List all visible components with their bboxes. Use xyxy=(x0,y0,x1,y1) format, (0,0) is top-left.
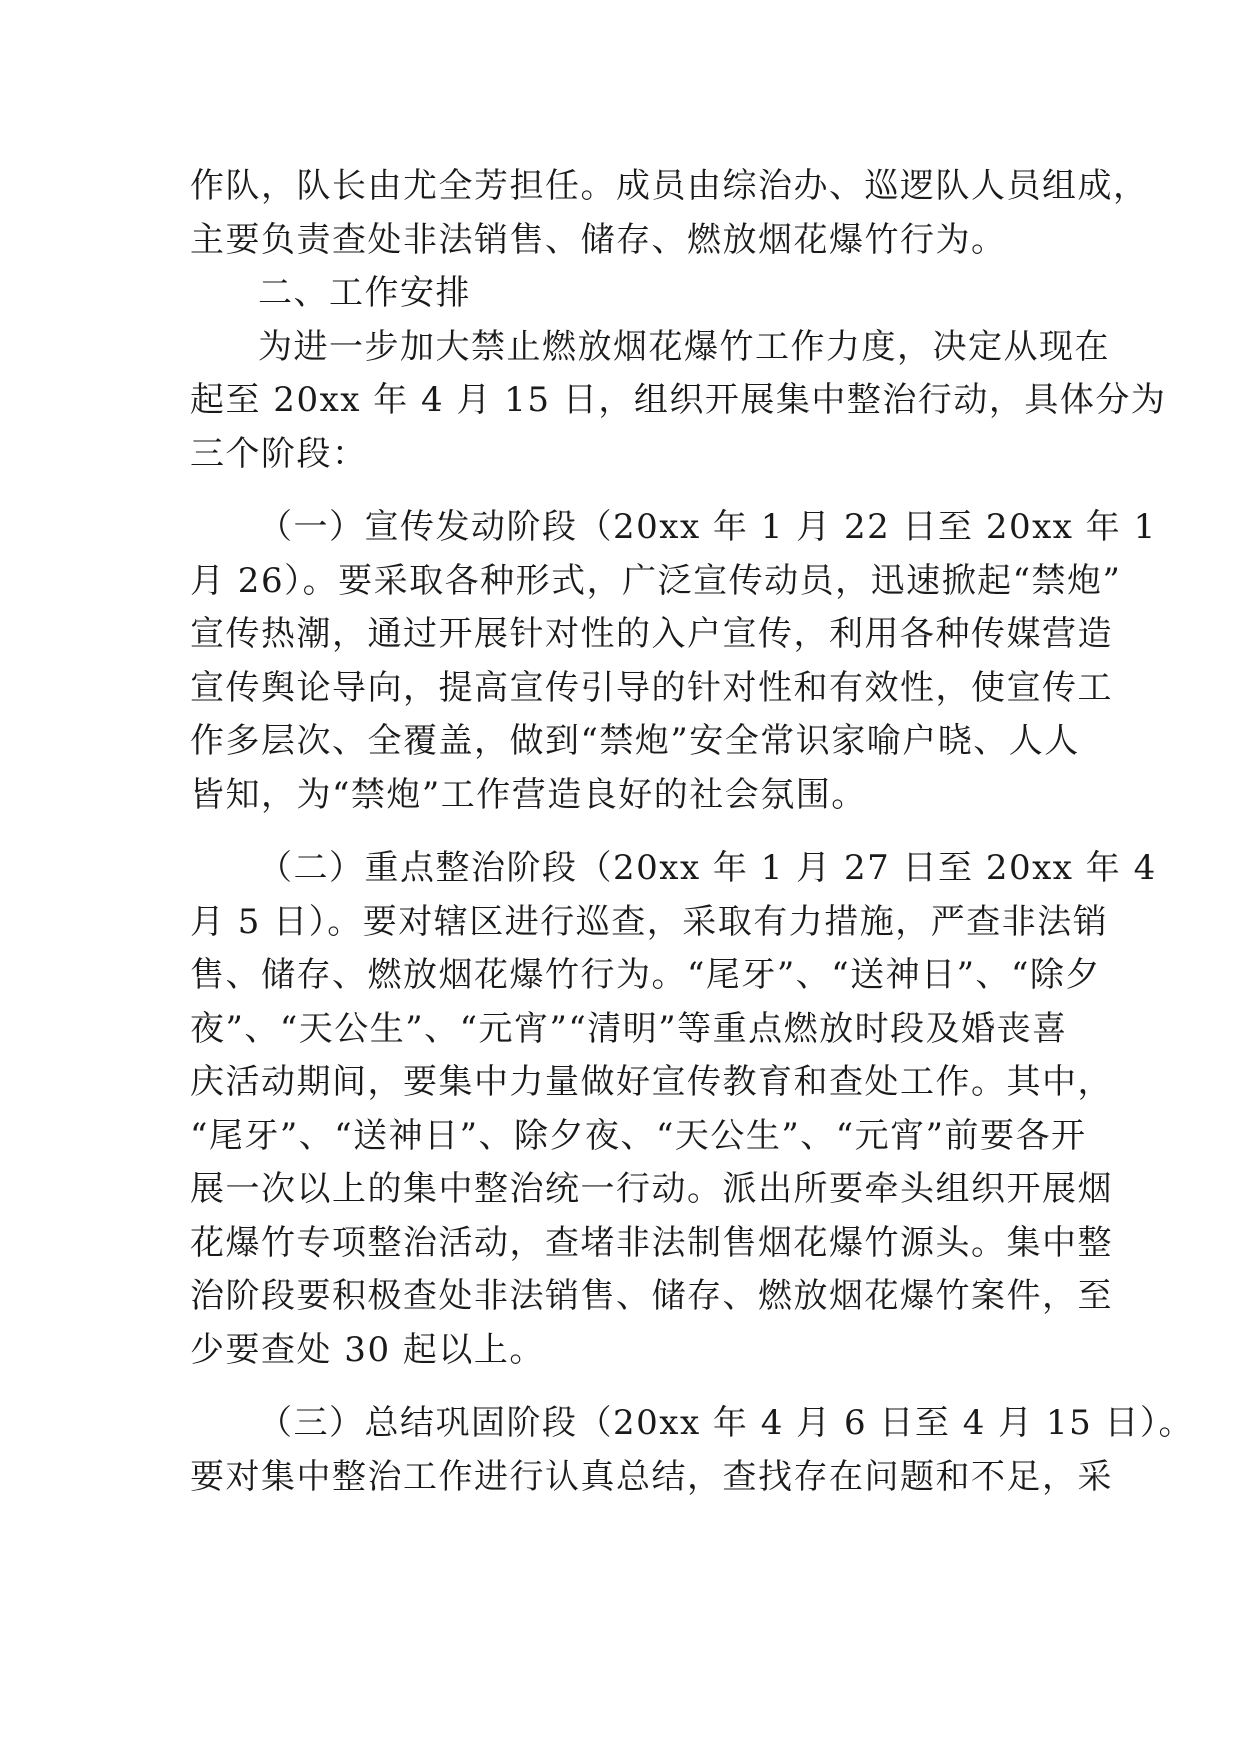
text-line: 为进一步加大禁止燃放烟花爆竹工作力度，决定从现在 xyxy=(258,326,1110,367)
text-line: （三）总结巩固阶段（20xx 年 4 月 6 日至 4 月 15 日）。 xyxy=(258,1403,1195,1443)
text-line: 作多层次、全覆盖，做到“禁炮”安全常识家喻户晓、人人 xyxy=(190,721,1080,761)
text-line: “尾牙”、“送神日”、除夕夜、“天公生”、“元宵”前要各开 xyxy=(190,1115,1087,1156)
text-line: 要对集中整治工作进行认真总结，查找存在问题和不足，采 xyxy=(190,1456,1113,1497)
text-line: 三个阶段： xyxy=(190,433,368,474)
document-page xyxy=(190,160,1195,1504)
text-line: 主要负责查处非法销售、储存、燃放烟花爆竹行为。 xyxy=(190,219,1007,260)
text-line: 展一次以上的集中整治统一行动。派出所要牵头组织开展烟 xyxy=(190,1169,1113,1209)
text-line: 夜”、“天公生”、“元宵”“清明”等重点燃放时段及婚丧喜 xyxy=(190,1008,1068,1049)
text-line: 宣传舆论导向，提高宣传引导的针对性和有效性，使宣传工 xyxy=(190,667,1113,708)
section-heading: 二、工作安排 xyxy=(258,273,471,313)
text-line: 花爆竹专项整治活动，查堵非法制售烟花爆竹源头。集中整 xyxy=(190,1222,1113,1263)
text-line: （一）宣传发动阶段（20xx 年 1 月 22 日至 20xx 年 1 xyxy=(258,507,1157,547)
text-line: 月 5 日）。要对辖区进行巡查，采取有力措施，严查非法销 xyxy=(190,901,1109,942)
text-line: 月 26）。要采取各种形式，广泛宣传动员，迅速掀起“禁炮” xyxy=(190,560,1122,601)
text-line: 宣传热潮，通过开展针对性的入户宣传，利用各种传媒营造 xyxy=(190,614,1113,654)
text-line: （二）重点整治阶段（20xx 年 1 月 27 日至 20xx 年 4 xyxy=(258,848,1157,888)
text-line: 治阶段要积极查处非法销售、储存、燃放烟花爆竹案件，至 xyxy=(190,1276,1113,1316)
text-line: 皆知，为“禁炮”工作营造良好的社会氛围。 xyxy=(190,774,867,815)
text-line: 少要查处 30 起以上。 xyxy=(190,1329,545,1370)
text-line: 作队，队长由尤全芳担任。成员由综治办、巡逻队人员组成， xyxy=(190,166,1149,206)
text-line: 起至 20xx 年 4 月 15 日，组织开展集中整治行动，具体分为 xyxy=(190,380,1167,420)
text-line: 售、储存、燃放烟花爆竹行为。“尾牙”、“送神日”、“除夕 xyxy=(190,955,1101,995)
text-line: 庆活动期间，要集中力量做好宣传教育和查处工作。其中， xyxy=(190,1062,1113,1102)
